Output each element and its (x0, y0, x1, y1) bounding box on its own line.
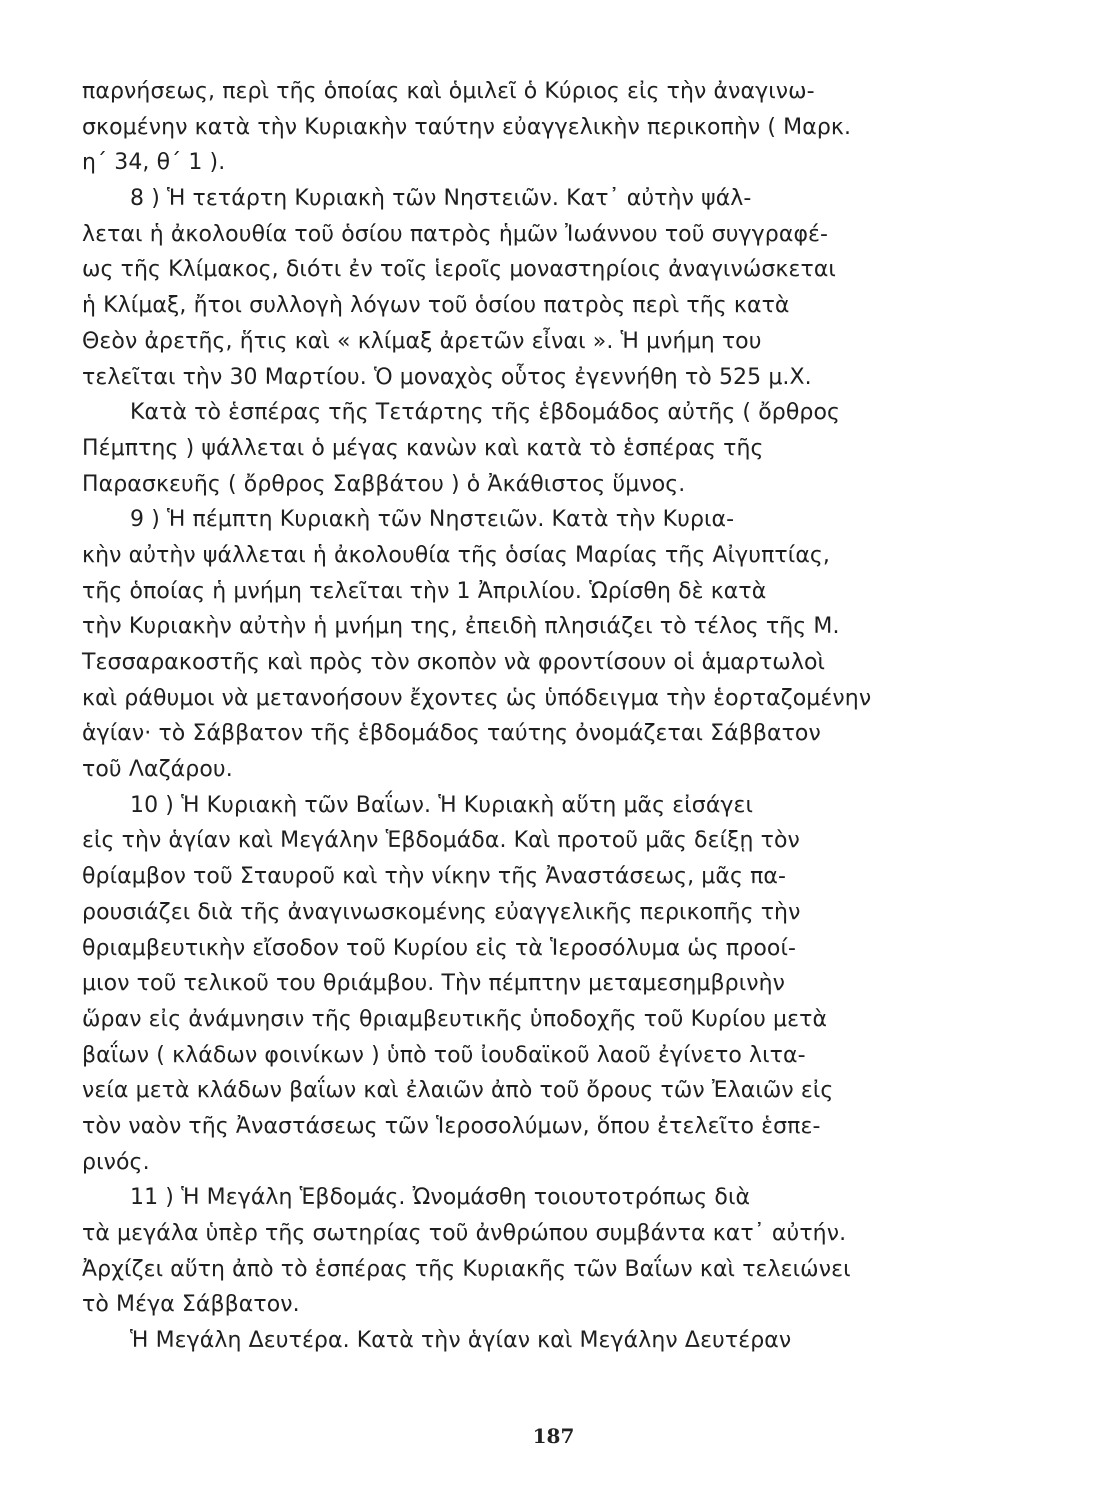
text-line: τὸ Μέγα Σάββατον. (82, 1292, 300, 1318)
section-11-heading: 11 ) Ἡ Μεγάλη Ἑβδομάς. Ὠνομάσθη τοιουτοτρόπως διὰ (130, 1185, 751, 1211)
text-line: ρουσιάζει διὰ τῆς ἀναγινωσκομένης εὐαγγελικῆς περικοπῆς τὴν (82, 899, 801, 925)
text-line: τὴν Κυριακὴν αὐτὴν ἡ μνήμη της, ἐπειδὴ πλησιάζει τὸ τέλος τῆς Μ. (82, 614, 840, 640)
text-line: λεται ἡ ἀκολουθία τοῦ ὁσίου πατρὸς ἡμῶν Ἰωάννου τοῦ συγγραφέ- (82, 221, 829, 247)
text-line: καὶ ράθυμοι νὰ μετανοήσουν ἔχοντες ὡς ὑπόδειγμα τὴν ἑορταζομένην (82, 685, 872, 711)
text-line: νεία μετὰ κλάδων βαΐων καὶ ἐλαιῶν ἀπὸ τοῦ ὄρους τῶν Ἐλαιῶν εἰς (82, 1078, 834, 1104)
section-heading-line (82, 788, 962, 824)
great-monday-heading: Ἡ Μεγάλη Δευτέρα. Κατὰ τὴν ἁγίαν καὶ Μεγάλην Δευτέραν (130, 1328, 792, 1354)
text-line: ἁγίαν· τὸ Σάββατον τῆς ἑβδομάδος ταύτης ὀνομάζεται Σάββατον (82, 721, 821, 747)
section-9-heading: 9 ) Ἡ πέμπτη Κυριακὴ τῶν Νηστειῶν. Κατὰ τὴν Κυρια- (130, 507, 735, 533)
text-line: η΄ 34, θ΄ 1 ). (82, 150, 226, 176)
text-line: Τεσσαρακοστῆς καὶ πρὸς τὸν σκοπὸν νὰ φροντίσουν οἱ ἁμαρτωλοὶ (82, 650, 826, 675)
text-line: τελεῖται τὴν 30 Μαρτίου. Ὁ μοναχὸς οὗτος ἐγεννήθη τὸ 525 μ.Χ. (82, 364, 812, 390)
section-heading-line (82, 502, 962, 538)
section-8-heading: 8 ) Ἡ τετάρτη Κυριακὴ τῶν Νηστειῶν. Κατ᾽ αὐτὴν ψάλ- (130, 186, 752, 212)
text-line: Παρασκευῆς ( ὄρθρος Σαββάτου ) ὁ Ἀκάθιστος ὕμνος. (82, 471, 686, 497)
text-line: Ἀρχίζει αὕτη ἀπὸ τὸ ἑσπέρας τῆς Κυριακῆς τῶν Βαΐων καὶ τελειώνει (82, 1256, 851, 1282)
text-line: εἰς τὴν ἁγίαν καὶ Μεγάλην Ἑβδομάδα. Καὶ προτοῦ μᾶς δείξῃ τὸν (82, 828, 800, 854)
section-10-heading: 10 ) Ἡ Κυριακὴ τῶν Βαΐων. Ἡ Κυριακὴ αὕτη μᾶς εἰσάγει (130, 792, 754, 818)
text-line: κὴν αὐτὴν ψάλλεται ἡ ἀκολουθία τῆς ὁσίας Μαρίας τῆς Αἰγυπτίας, (82, 542, 831, 568)
paragraph-start: Κατὰ τὸ ἑσπέρας τῆς Τετάρτης τῆς ἑβδομάδος αὐτῆς ( ὄρθρος (130, 400, 841, 426)
text-line: Πέμπτης ) ψάλλεται ὁ μέγας κανὼν καὶ κατὰ τὸ ἑσπέρας τῆς (82, 435, 764, 461)
page-number: 187 (532, 1424, 575, 1448)
text-line: θρίαμβον τοῦ Σταυροῦ καὶ τὴν νίκην τῆς Ἀναστάσεως, μᾶς πα- (82, 864, 787, 890)
body-text (82, 74, 962, 1359)
text-line: παρνήσεως, περὶ τῆς ὁποίας καὶ ὁμιλεῖ ὁ Κύριος εἰς τὴν ἀναγινω- (82, 79, 815, 104)
text-line: τὰ μεγάλα ὑπὲρ τῆς σωτηρίας τοῦ ἀνθρώπου συμβάντα κατ᾽ αὐτήν. (82, 1221, 847, 1246)
text-line: ὥραν εἰς ἀνάμνησιν τῆς θριαμβευτικῆς ὑποδοχῆς τοῦ Κυρίου μετὰ (82, 1006, 828, 1032)
text-line: τὸν ναὸν τῆς Ἀναστάσεως τῶν Ἱεροσολύμων, ὅπου ἐτελεῖτο ἑσπε- (82, 1113, 821, 1139)
text-line: τοῦ Λαζάρου. (82, 757, 233, 783)
text-line: ως τῆς Κλίμακος, διότι ἐν τοῖς ἱεροῖς μοναστηρίοις ἀναγινώσκεται (82, 257, 836, 283)
text-line (82, 395, 962, 431)
section-heading-line (82, 1180, 962, 1216)
text-line: θριαμβευτικὴν εἴσοδον τοῦ Κυρίου εἰς τὰ Ἱεροσόλυμα ὡς προοί- (82, 935, 797, 961)
text-line: σκομένην κατὰ τὴν Κυριακὴν ταύτην εὐαγγελικὴν περικοπὴν ( Μαρκ. (82, 114, 852, 140)
text-line: μιον τοῦ τελικοῦ του θριάμβου. Τὴν πέμπτην μεταμεσημβρινὴν (82, 971, 786, 997)
text-line: τῆς ὁποίας ἡ μνήμη τελεῖται τὴν 1 Ἀπριλίου. Ὡρίσθη δὲ κατὰ (82, 578, 767, 604)
text-line: Θεὸν ἀρετῆς, ἥτις καὶ « κλίμαξ ἀρετῶν εἶναι ». Ἡ μνήμη του (82, 328, 762, 354)
text-line: βαΐων ( κλάδων φοινίκων ) ὑπὸ τοῦ ἰουδαϊκοῦ λαοῦ ἐγίνετο λιτα- (82, 1042, 806, 1068)
section-heading-line (82, 181, 962, 217)
text-line (82, 1323, 962, 1359)
text-line: ἡ Κλίμαξ, ἤτοι συλλογὴ λόγων τοῦ ὁσίου πατρὸς περὶ τῆς κατὰ (82, 293, 790, 319)
text-line: ρινός. (82, 1149, 150, 1175)
